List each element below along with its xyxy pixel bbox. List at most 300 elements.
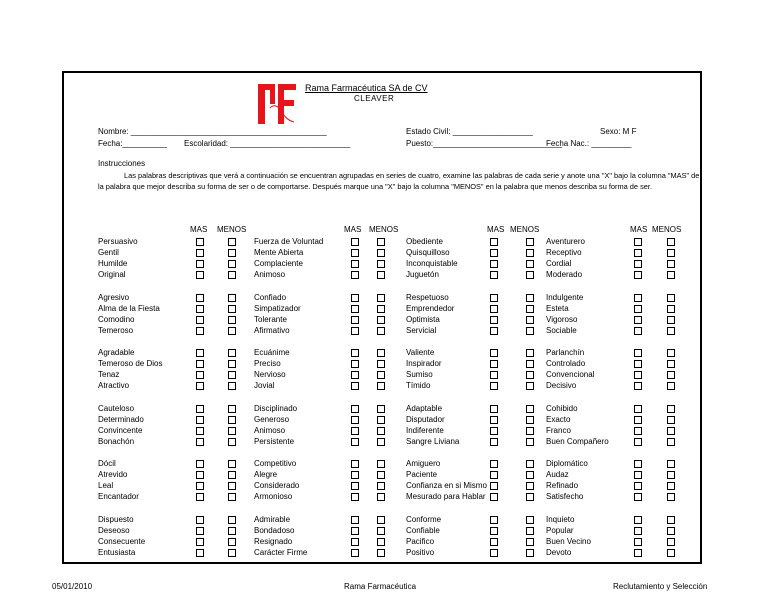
menos-checkbox[interactable] [377,493,385,501]
mas-checkbox[interactable] [634,349,642,357]
mas-checkbox[interactable] [490,549,498,557]
mas-checkbox[interactable] [351,416,359,424]
mas-checkbox[interactable] [490,516,498,524]
menos-checkbox[interactable] [526,416,534,424]
word-label: Complaciente [254,259,303,268]
word-label: Inquieto [546,514,575,524]
menos-checkbox[interactable] [228,516,236,524]
word-label: Dispuesto [98,514,134,524]
mas-checkbox[interactable] [634,327,642,335]
menos-checkbox[interactable] [667,405,675,413]
word-label: Gentil [98,248,119,257]
menos-checkbox[interactable] [667,271,675,279]
word-label: Franco [546,425,571,435]
menos-checkbox[interactable] [228,493,236,501]
menos-column-header: MENOS [510,225,540,234]
word-label: Persistente [254,436,295,446]
word-label: Obediente [406,237,443,246]
mas-checkbox[interactable] [634,360,642,368]
mas-checkbox[interactable] [351,382,359,390]
mas-checkbox[interactable] [196,271,204,279]
word-label: Satisfecho [546,492,584,501]
mas-checkbox[interactable] [490,327,498,335]
word-label: Indulgente [546,292,584,302]
mas-checkbox[interactable] [634,382,642,390]
word-label: Respetuoso [406,292,449,302]
word-label: Fuerza de Voluntad [254,237,324,246]
mas-checkbox[interactable] [634,294,642,302]
menos-checkbox[interactable] [526,360,534,368]
menos-checkbox[interactable] [526,260,534,268]
nombre-field[interactable]: Nombre: ____________________________________________ [98,127,327,136]
mas-checkbox[interactable] [351,238,359,246]
mas-checkbox[interactable] [351,271,359,279]
menos-checkbox[interactable] [228,416,236,424]
word-label: Considerado [254,481,300,490]
mas-checkbox[interactable] [196,405,204,413]
mas-checkbox[interactable] [196,360,204,368]
menos-checkbox[interactable] [377,527,385,535]
mas-checkbox[interactable] [351,371,359,379]
menos-checkbox[interactable] [377,271,385,279]
word-label: Optimista [406,314,440,324]
mas-checkbox[interactable] [634,316,642,324]
mas-checkbox[interactable] [490,460,498,468]
word-label: Sangre Liviana [406,436,460,446]
mas-checkbox[interactable] [634,271,642,279]
mas-checkbox[interactable] [490,349,498,357]
mas-checkbox[interactable] [351,516,359,524]
word-label: Admirable [254,514,291,524]
word-label: Comodino [98,314,135,324]
mas-checkbox[interactable] [351,405,359,413]
word-label: Disciplinado [254,403,298,413]
menos-checkbox[interactable] [526,482,534,490]
form-title: CLEAVER [354,94,395,103]
mas-checkbox[interactable] [351,316,359,324]
menos-checkbox[interactable] [228,538,236,546]
menos-checkbox[interactable] [228,249,236,257]
word-label: Mesurado para Hablar [406,492,486,501]
menos-checkbox[interactable] [526,527,534,535]
mas-checkbox[interactable] [634,416,642,424]
mas-checkbox[interactable] [634,438,642,446]
word-label: Quisquilloso [406,248,450,257]
menos-checkbox[interactable] [667,549,675,557]
word-label: Parlanchín [546,348,585,357]
mas-checkbox[interactable] [196,493,204,501]
mas-column-header: MAS [630,225,648,234]
mas-checkbox[interactable] [351,349,359,357]
menos-checkbox[interactable] [667,294,675,302]
mas-checkbox[interactable] [351,527,359,535]
mas-checkbox[interactable] [634,305,642,313]
mas-checkbox[interactable] [490,438,498,446]
menos-checkbox[interactable] [667,327,675,335]
mas-checkbox[interactable] [634,516,642,524]
menos-checkbox[interactable] [228,349,236,357]
menos-checkbox[interactable] [228,427,236,435]
rama-farmaceutica-logo [256,82,298,126]
word-label: Cauteloso [98,403,135,413]
word-label: Emprendedor [406,303,455,313]
menos-column-header: MENOS [652,225,682,234]
menos-checkbox[interactable] [667,493,675,501]
menos-checkbox[interactable] [377,349,385,357]
mas-checkbox[interactable] [351,460,359,468]
word-label: Vigoroso [546,314,578,324]
mas-checkbox[interactable] [490,527,498,535]
word-label: Diplomático [546,459,588,468]
word-label: Original [98,270,126,279]
mas-checkbox[interactable] [351,538,359,546]
menos-checkbox[interactable] [526,427,534,435]
menos-checkbox[interactable] [667,527,675,535]
word-label: Consecuente [98,536,146,546]
menos-checkbox[interactable] [377,482,385,490]
puesto-field[interactable]: Puesto:_____________________________ [406,139,563,148]
menos-checkbox[interactable] [228,238,236,246]
mas-checkbox[interactable] [351,294,359,302]
mas-checkbox[interactable] [196,549,204,557]
menos-checkbox[interactable] [228,405,236,413]
cleaver-form [62,71,702,564]
word-label: Controlado [546,359,586,368]
menos-checkbox[interactable] [228,316,236,324]
menos-checkbox[interactable] [377,549,385,557]
menos-checkbox[interactable] [667,238,675,246]
word-label: Alma de la Fiesta [98,303,160,313]
mas-checkbox[interactable] [351,493,359,501]
mas-checkbox[interactable] [196,349,204,357]
word-label: Mente Abierta [254,248,304,257]
menos-checkbox[interactable] [667,516,675,524]
menos-checkbox[interactable] [526,305,534,313]
mas-checkbox[interactable] [634,493,642,501]
word-label: Dócil [98,459,116,468]
word-label: Animoso [254,270,286,279]
mas-checkbox[interactable] [490,238,498,246]
menos-checkbox[interactable] [667,471,675,479]
mas-checkbox[interactable] [634,427,642,435]
mas-checkbox[interactable] [196,538,204,546]
mas-checkbox[interactable] [196,305,204,313]
mas-checkbox[interactable] [490,382,498,390]
mas-checkbox[interactable] [634,538,642,546]
mas-checkbox[interactable] [490,294,498,302]
mas-checkbox[interactable] [634,260,642,268]
word-label: Disputador [406,414,445,424]
word-label: Carácter Firme [254,547,308,557]
mas-checkbox[interactable] [490,271,498,279]
word-label: Competitivo [254,459,297,468]
word-label: Juguetón [406,270,439,279]
menos-checkbox[interactable] [526,294,534,302]
word-label: Cohibido [546,403,578,413]
word-label: Inspirador [406,359,442,368]
mas-checkbox[interactable] [634,482,642,490]
menos-checkbox[interactable] [526,382,534,390]
word-label: Persuasivo [98,237,138,246]
footer-date: 05/01/2010 [52,582,93,591]
menos-checkbox[interactable] [228,482,236,490]
word-label: Determinado [98,414,144,424]
menos-checkbox[interactable] [526,460,534,468]
menos-checkbox[interactable] [526,405,534,413]
menos-checkbox[interactable] [526,371,534,379]
menos-checkbox[interactable] [667,371,675,379]
menos-checkbox[interactable] [526,516,534,524]
word-label: Popular [546,525,574,535]
menos-checkbox[interactable] [228,549,236,557]
word-label: Positivo [406,547,435,557]
mas-checkbox[interactable] [490,305,498,313]
mas-checkbox[interactable] [490,471,498,479]
word-label: Indiferente [406,425,444,435]
menos-checkbox[interactable] [377,360,385,368]
menos-checkbox[interactable] [377,327,385,335]
word-label: Paciente [406,470,438,479]
word-label: Preciso [254,359,281,368]
menos-checkbox[interactable] [667,416,675,424]
menos-checkbox[interactable] [228,360,236,368]
menos-checkbox[interactable] [228,294,236,302]
word-label: Animoso [254,425,286,435]
word-label: Atractivo [98,381,130,390]
menos-checkbox[interactable] [228,460,236,468]
word-label: Inconquistable [406,259,458,268]
menos-checkbox[interactable] [228,527,236,535]
word-label: Aventurero [546,237,585,246]
word-label: Deseoso [98,525,130,535]
menos-checkbox[interactable] [667,349,675,357]
mas-checkbox[interactable] [196,438,204,446]
footer-department: Reclutamiento y Selección [613,582,708,591]
mas-checkbox[interactable] [634,471,642,479]
menos-checkbox[interactable] [228,438,236,446]
word-label: Devoto [546,547,572,557]
word-label: Resignado [254,536,293,546]
mas-checkbox[interactable] [634,249,642,257]
mas-checkbox[interactable] [196,249,204,257]
menos-column-header: MENOS [369,225,399,234]
menos-checkbox[interactable] [526,493,534,501]
word-label: Refinado [546,481,579,490]
word-label: Cordial [546,259,572,268]
menos-checkbox[interactable] [377,516,385,524]
word-label: Humilde [98,259,128,268]
mas-column-header: MAS [190,225,208,234]
menos-checkbox[interactable] [377,382,385,390]
menos-checkbox[interactable] [377,538,385,546]
menos-checkbox[interactable] [667,316,675,324]
word-label: Encantador [98,492,139,501]
menos-checkbox[interactable] [377,460,385,468]
menos-checkbox[interactable] [526,327,534,335]
company-name: Rama Farmacéutica SA de CV [305,83,428,93]
menos-checkbox[interactable] [377,416,385,424]
menos-checkbox[interactable] [377,305,385,313]
menos-checkbox[interactable] [377,238,385,246]
menos-checkbox[interactable] [377,371,385,379]
menos-checkbox[interactable] [526,438,534,446]
word-label: Simpatizador [254,303,301,313]
word-label: Buen Compañero [546,436,609,446]
mas-checkbox[interactable] [196,427,204,435]
mas-checkbox[interactable] [490,416,498,424]
word-label: Alegre [254,470,278,479]
word-label: Decisivo [546,381,577,390]
word-label: Atrevido [98,470,128,479]
menos-checkbox[interactable] [526,471,534,479]
menos-checkbox[interactable] [228,327,236,335]
menos-checkbox[interactable] [667,438,675,446]
mas-checkbox[interactable] [351,249,359,257]
mas-checkbox[interactable] [490,360,498,368]
word-label: Amiguero [406,459,441,468]
menos-checkbox[interactable] [377,438,385,446]
instructions-text: Las palabras descriptivas que verá a continuación se encuentran agrupadas en series de cuatro, examine las palabras de cada serie y anote una "X" bajo la columna "MAS" de la palabra que mejor describa su forma de ser o de comportarse. Después marque una "X" bajo la columna "MENOS" en la palabra que menos describa su forma de ser. [98,171,700,191]
mas-checkbox[interactable] [196,327,204,335]
menos-checkbox[interactable] [377,427,385,435]
mas-checkbox[interactable] [351,260,359,268]
mas-checkbox[interactable] [490,538,498,546]
estado-civil-field[interactable]: Estado Civil: __________________ [406,127,533,136]
fecha-field[interactable]: Fecha:__________ [98,139,167,148]
word-label: Tolerante [254,314,287,324]
menos-checkbox[interactable] [377,405,385,413]
mas-checkbox[interactable] [196,416,204,424]
mas-checkbox[interactable] [196,294,204,302]
escolaridad-field[interactable]: Escolaridad: ___________________________ [184,139,351,148]
word-label: Tímido [406,381,431,390]
mas-checkbox[interactable] [351,327,359,335]
mas-checkbox[interactable] [351,360,359,368]
menos-checkbox[interactable] [377,471,385,479]
word-label: Moderado [546,270,583,279]
word-label: Jovial [254,381,275,390]
mas-checkbox[interactable] [196,382,204,390]
menos-checkbox[interactable] [667,538,675,546]
mas-checkbox[interactable] [634,527,642,535]
mas-checkbox[interactable] [196,460,204,468]
word-label: Afirmativo [254,325,290,335]
mas-checkbox[interactable] [351,549,359,557]
mas-checkbox[interactable] [490,316,498,324]
mas-checkbox[interactable] [196,527,204,535]
mas-checkbox[interactable] [490,371,498,379]
menos-checkbox[interactable] [526,271,534,279]
mas-checkbox[interactable] [196,316,204,324]
mas-checkbox[interactable] [196,238,204,246]
mas-checkbox[interactable] [490,260,498,268]
word-label: Armonioso [254,492,293,501]
menos-checkbox[interactable] [667,260,675,268]
mas-checkbox[interactable] [490,427,498,435]
word-label: Entusiasta [98,547,136,557]
menos-checkbox[interactable] [228,260,236,268]
menos-checkbox[interactable] [377,316,385,324]
word-label: Leal [98,481,114,490]
menos-checkbox[interactable] [377,249,385,257]
menos-checkbox[interactable] [228,382,236,390]
menos-checkbox[interactable] [667,249,675,257]
menos-checkbox[interactable] [377,294,385,302]
mas-checkbox[interactable] [634,371,642,379]
word-label: Receptivo [546,248,582,257]
mas-checkbox[interactable] [196,260,204,268]
menos-checkbox[interactable] [667,305,675,313]
mas-checkbox[interactable] [351,305,359,313]
mas-checkbox[interactable] [490,493,498,501]
menos-checkbox[interactable] [228,271,236,279]
mas-checkbox[interactable] [196,371,204,379]
sexo-field[interactable]: Sexo: M F [600,127,637,136]
mas-checkbox[interactable] [351,438,359,446]
word-label: Ecuánime [254,348,290,357]
menos-checkbox[interactable] [228,471,236,479]
mas-checkbox[interactable] [634,460,642,468]
mas-checkbox[interactable] [634,238,642,246]
menos-checkbox[interactable] [667,427,675,435]
menos-checkbox[interactable] [526,238,534,246]
fecha-nac-field[interactable]: Fecha Nac.: _________ [546,139,632,148]
menos-checkbox[interactable] [667,360,675,368]
word-label: Sumiso [406,370,433,379]
menos-checkbox[interactable] [667,460,675,468]
mas-checkbox[interactable] [351,471,359,479]
menos-checkbox[interactable] [667,382,675,390]
menos-checkbox[interactable] [228,305,236,313]
menos-checkbox[interactable] [228,371,236,379]
word-label: Adaptable [406,403,443,413]
word-label: Conforme [406,514,442,524]
mas-checkbox[interactable] [634,405,642,413]
menos-checkbox[interactable] [526,316,534,324]
menos-checkbox[interactable] [526,549,534,557]
instructions-title: Instrucciones [98,159,146,168]
word-label: Convencional [546,370,595,379]
mas-column-header: MAS [487,225,505,234]
word-label: Tenaz [98,370,120,379]
menos-checkbox[interactable] [526,538,534,546]
mas-checkbox[interactable] [351,482,359,490]
mas-checkbox[interactable] [196,516,204,524]
mas-checkbox[interactable] [634,549,642,557]
word-label: Temeroso de Dios [98,359,163,368]
mas-checkbox[interactable] [196,471,204,479]
mas-checkbox[interactable] [490,249,498,257]
menos-checkbox[interactable] [526,349,534,357]
footer-company: Rama Farmacéutica [344,582,417,591]
menos-checkbox[interactable] [377,260,385,268]
word-label: Temeroso [98,325,134,335]
menos-checkbox[interactable] [526,249,534,257]
word-label: Buen Vecino [546,536,591,546]
mas-checkbox[interactable] [490,405,498,413]
word-label: Bonachón [98,436,135,446]
word-label: Valiente [406,348,435,357]
word-label: Confianza en si Mismo [406,481,487,490]
mas-checkbox[interactable] [490,482,498,490]
word-label: Nervioso [254,370,286,379]
word-label: Confiable [406,525,440,535]
word-label: Servicial [406,325,437,335]
word-label: Sociable [546,325,577,335]
mas-checkbox[interactable] [196,482,204,490]
menos-checkbox[interactable] [667,482,675,490]
mas-checkbox[interactable] [351,427,359,435]
